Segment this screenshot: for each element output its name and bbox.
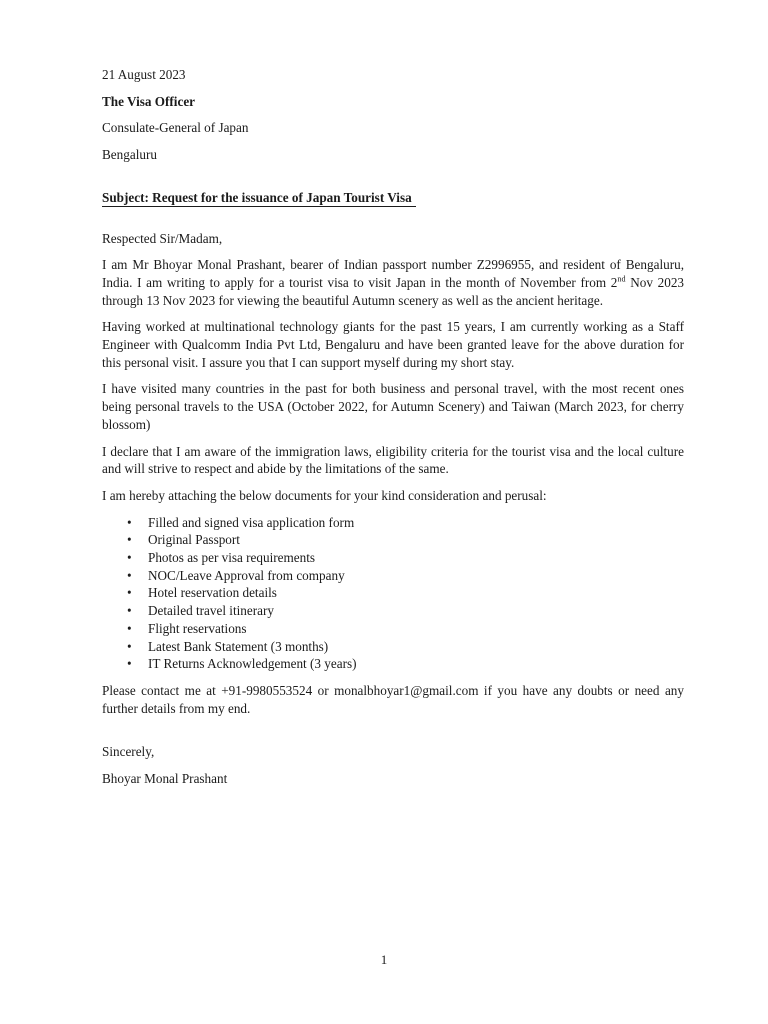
paragraph-intro [102, 256, 684, 309]
page-number: 1 [380, 952, 388, 967]
letter-date: 21 August 2023 [102, 67, 186, 82]
paragraph-attachments-intro: I am hereby attaching the below documents for your kind consideration and perusal: [102, 487, 547, 503]
paragraph-declaration: I declare that I am aware of the immigration laws, eligibility criteria for the tourist visa and the local culture and will strive to respect and abide by the limitations of the same. [102, 443, 684, 477]
salutation: Respected Sir/Madam, [102, 230, 223, 246]
document-list [102, 514, 684, 673]
subject-text: Subject: Request for the issuance of Japan Tourist Visa [102, 190, 416, 207]
list-item: • Photos as per visa requirements [148, 549, 684, 567]
ordinal-superscript: nd [617, 274, 626, 284]
list-item: • Original Passport [148, 531, 684, 549]
paragraph-employment: Having worked at multinational technology giants for the past 15 years, I am currently working as a Staff Engineer with Qualcomm India Pvt Ltd, Bengaluru and have been granted leave for the above duration for this personal visit. I assure you that I can support myself during my short stay. [102, 319, 684, 370]
recipient-city: Bengaluru [102, 147, 157, 163]
paragraph-contact: Please contact me at +91-9980553524 or monalbhoyar1@gmail.com if you have any doubts or need any further details from my end. [102, 682, 684, 716]
list-item: • Hotel reservation details [148, 584, 684, 602]
list-item: • Latest Bank Statement (3 months) [148, 638, 684, 656]
signature-name: Bhoyar Monal Prashant [102, 771, 228, 787]
list-item: • NOC/Leave Approval from company [148, 567, 684, 585]
intro-text-part2: Nov 2023 through 13 Nov 2023 for viewing the beautiful Autumn scenery as well as the ancient heritage. [102, 274, 685, 308]
paragraph-travel-history: I have visited many countries in the past for both business and personal travel, with the most recent ones being personal travels to the USA (October 2022, for Autumn Scenery) and Taiwan (March 2023, for cherry blossom) [102, 381, 684, 432]
list-item: • Filled and signed visa application form [148, 514, 684, 532]
list-item: • Flight reservations [148, 620, 684, 638]
intro-text-part1: I am Mr Bhoyar Monal Prashant, bearer of Indian passport number Z2996955, and resident of Bengaluru, India. I am writing to apply for a tourist visa to visit Japan in the month of November from 2 [102, 257, 684, 290]
valediction: Sincerely, [102, 744, 155, 760]
letter-body [102, 0, 684, 797]
list-item: • IT Returns Acknowledgement (3 years) [148, 655, 684, 673]
subject-line [102, 189, 684, 207]
list-item: • Detailed travel itinerary [148, 602, 684, 620]
recipient-title: The Visa Officer [102, 93, 196, 109]
recipient-organization: Consulate-General of Japan [102, 120, 249, 136]
